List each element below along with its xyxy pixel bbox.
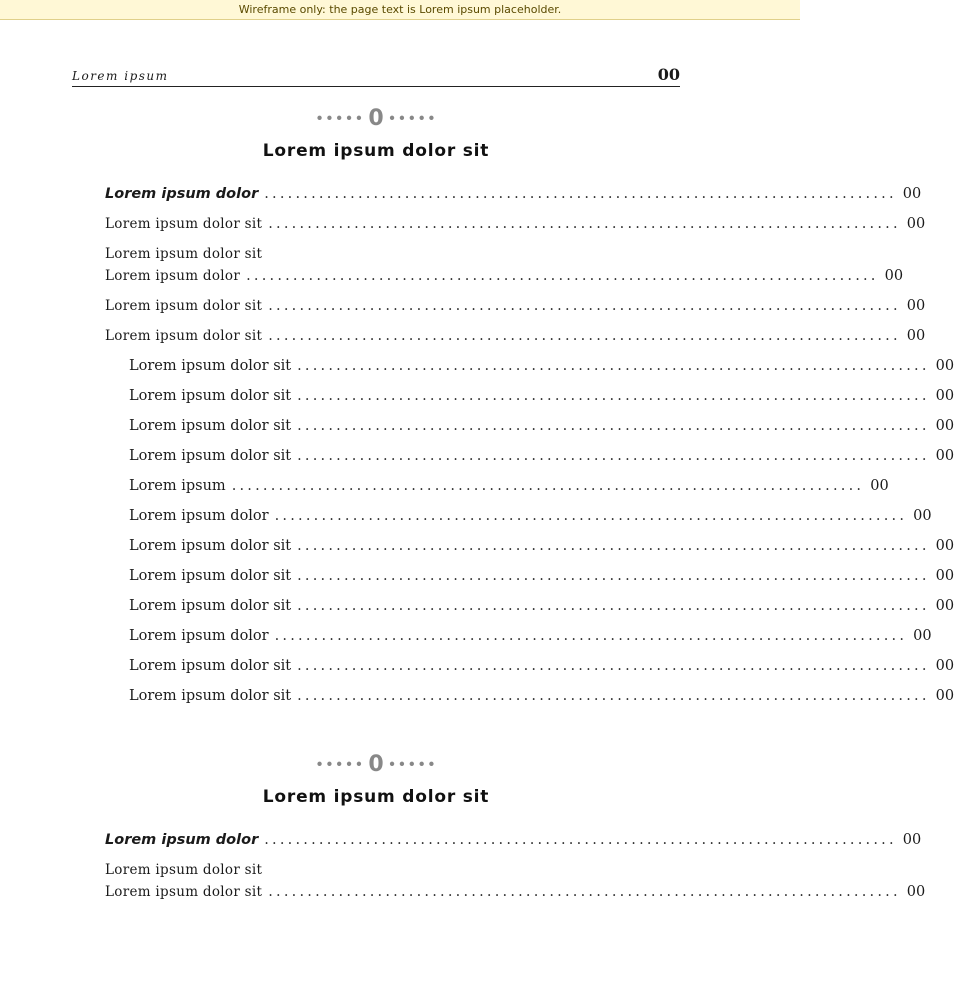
toc-entry-label: Lorem ipsum dolor sit (129, 418, 292, 434)
chapter-dots-left: ••••• (315, 109, 365, 128)
page-number: 00 (657, 65, 680, 84)
chapter-number: 0 (368, 106, 384, 131)
toc-chapter-5 (105, 829, 926, 911)
toc-entry[interactable] (105, 325, 926, 355)
toc-entry[interactable] (105, 213, 926, 243)
toc-entry-page: 00 (935, 358, 954, 374)
toc-entry-label: Lorem ipsum dolor sit (105, 328, 263, 344)
toc-entry-label: Lorem ipsum dolor (105, 268, 241, 284)
dot-leader: ................................................................................. (297, 448, 930, 464)
toc-entry[interactable] (105, 183, 922, 213)
toc-entry-label-line1: Lorem ipsum dolor sit (105, 246, 263, 262)
chapter-dots-left: ••••• (315, 755, 365, 774)
dot-leader: ................................................................................. (264, 186, 897, 202)
toc-entry-page: 00 (902, 832, 922, 848)
toc-subentry[interactable] (105, 655, 954, 685)
dot-leader: ................................................................................. (268, 884, 901, 900)
chapter-dots-right: ••••• (387, 109, 437, 128)
toc-entry-label: Lorem ipsum dolor sit (105, 216, 263, 232)
toc-entry-page: 00 (935, 388, 954, 404)
dot-leader: ................................................................................. (297, 688, 930, 704)
chapter-4-marker (0, 106, 752, 131)
toc-entry[interactable] (105, 829, 922, 859)
toc-entry-page: 00 (884, 268, 904, 284)
toc-subentry[interactable] (105, 445, 954, 475)
chapter-title: Lorem ipsum dolor sit (262, 787, 490, 807)
toc-entry-label: Lorem ipsum dolor sit (105, 884, 263, 900)
toc-subentry[interactable] (105, 475, 889, 505)
dot-leader: ................................................................................. (264, 832, 897, 848)
dot-leader: ................................................................................. (268, 298, 901, 314)
toc-entry-label: Lorem ipsum dolor sit (105, 298, 263, 314)
chapter-5-marker (0, 752, 752, 777)
toc-entry-page: 00 (935, 568, 954, 584)
running-head-section: Lorem ipsum (72, 69, 169, 83)
dot-leader: ................................................................................. (274, 628, 908, 644)
toc-entry-page: 00 (906, 884, 926, 900)
toc-entry[interactable] (105, 243, 904, 295)
dot-leader: ................................................................................. (297, 388, 930, 404)
dot-leader: ................................................................................. (297, 538, 930, 554)
toc-entry-page: 00 (906, 328, 926, 344)
toc-entry-label: Lorem ipsum dolor sit (129, 568, 292, 584)
toc-entry[interactable] (105, 295, 926, 325)
toc-entry-label: Lorem ipsum dolor (129, 508, 269, 524)
running-head (72, 64, 680, 87)
toc-subentry[interactable] (105, 505, 932, 535)
dot-leader: ................................................................................. (297, 658, 930, 674)
toc-entry-label: Lorem ipsum dolor sit (129, 658, 292, 674)
toc-subentry[interactable] (105, 565, 954, 595)
toc-entry-label: Lorem ipsum dolor sit (129, 388, 292, 404)
chapter-title: Lorem ipsum dolor sit (262, 141, 490, 161)
toc-entry-label-line1: Lorem ipsum dolor sit (105, 862, 263, 878)
toc-subentry[interactable] (105, 685, 954, 715)
toc-subentry[interactable] (105, 415, 954, 445)
toc-subentry[interactable] (105, 535, 954, 565)
toc-entry-page: 00 (935, 598, 954, 614)
toc-entry-page: 00 (902, 186, 922, 202)
dot-leader: ................................................................................. (246, 268, 879, 284)
chapter-dots-right: ••••• (387, 755, 437, 774)
toc-entry-label: Lorem ipsum dolor (129, 628, 269, 644)
dot-leader: ................................................................................. (268, 328, 901, 344)
dot-leader: ................................................................................. (274, 508, 908, 524)
toc-entry-page: 00 (935, 448, 954, 464)
toc-subentry[interactable] (105, 355, 954, 385)
chapter-number: 0 (368, 752, 384, 777)
toc-entry-page: 00 (913, 508, 932, 524)
toc-entry-page: 00 (913, 628, 932, 644)
toc-entry-page: 00 (906, 216, 926, 232)
dot-leader: ................................................................................. (231, 478, 865, 494)
toc-subentry[interactable] (105, 595, 954, 625)
dot-leader: ................................................................................. (297, 598, 930, 614)
toc-entry[interactable] (105, 859, 926, 911)
dot-leader: ................................................................................. (268, 216, 901, 232)
wireframe-banner: Wireframe only: the page text is Lorem ipsum placeholder. (0, 0, 800, 20)
toc-entry-page: 00 (906, 298, 926, 314)
toc-chapter-4 (105, 183, 954, 715)
toc-entry-page: 00 (935, 658, 954, 674)
toc-entry-label: Lorem ipsum dolor sit (129, 688, 292, 704)
toc-entry-page: 00 (935, 538, 954, 554)
toc-entry-label: Lorem ipsum dolor sit (129, 358, 292, 374)
dot-leader: ................................................................................. (297, 568, 930, 584)
dot-leader: ................................................................................. (297, 358, 930, 374)
toc-entry-page: 00 (935, 688, 954, 704)
toc-entry-label: Lorem ipsum dolor sit (129, 448, 292, 464)
toc-subentry[interactable] (105, 385, 954, 415)
toc-entry-label: Lorem ipsum (129, 478, 226, 494)
toc-entry-page: 00 (935, 418, 954, 434)
toc-entry-label: Lorem ipsum dolor (105, 832, 259, 848)
toc-entry-label: Lorem ipsum dolor (105, 186, 259, 202)
toc-entry-page: 00 (870, 478, 889, 494)
toc-subentry[interactable] (105, 625, 932, 655)
toc-entry-label: Lorem ipsum dolor sit (129, 538, 292, 554)
toc-entry-label: Lorem ipsum dolor sit (129, 598, 292, 614)
dot-leader: ................................................................................. (297, 418, 930, 434)
